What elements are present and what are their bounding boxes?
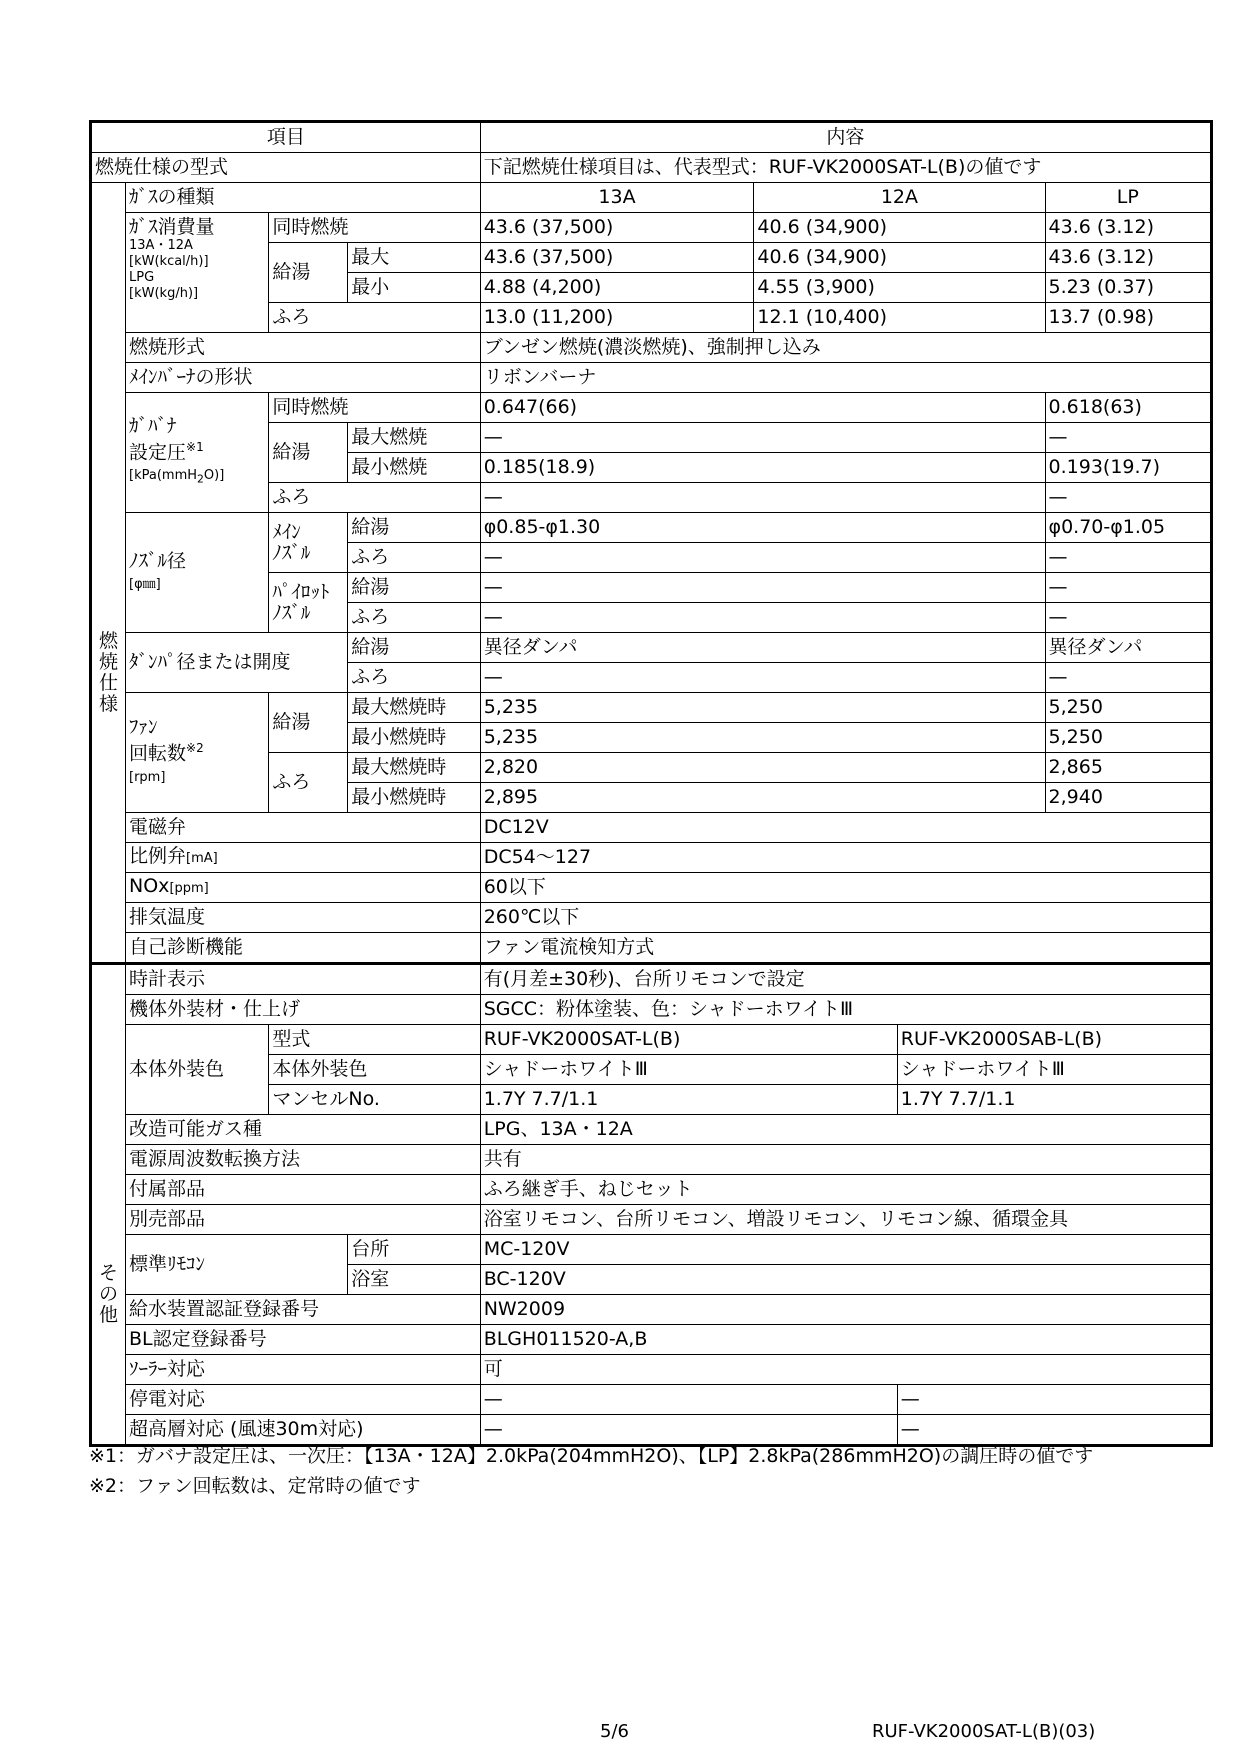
sub-label: 給湯 (348, 513, 480, 543)
row-label: 給水装置認証登録番号 (126, 1295, 481, 1325)
value-lp: 2,865 (1045, 753, 1211, 783)
proportional-row (91, 843, 1212, 873)
label-part: ﾊﾟｲﾛｯﾄ (272, 580, 330, 603)
sub-label: 同時燃焼 (269, 393, 480, 423)
pilot-nozzle-label (269, 573, 348, 633)
label-main: 設定圧 (129, 440, 187, 463)
value-13a: 43.6 (37,500) (480, 213, 754, 243)
value-lp: 異径ダンパ (1045, 633, 1211, 663)
value-lp: — (1045, 663, 1211, 693)
col-lp: LP (1045, 183, 1211, 213)
label-sub: LPG (129, 270, 155, 285)
fan-label (126, 693, 269, 813)
sub-label: ふろ (269, 303, 480, 333)
value-lp: — (1045, 423, 1211, 453)
sub-label: ふろ (269, 483, 480, 513)
row-value: 有(月差±30秒)、台所リモコンで設定 (480, 964, 1211, 995)
row-value: DC12V (480, 813, 1211, 843)
value-sab: — (897, 1415, 1211, 1446)
value-lp: 43.6 (3.12) (1045, 213, 1211, 243)
group-combustion (91, 183, 126, 964)
material-row (91, 995, 1212, 1025)
label-main: ｶﾞﾊﾞﾅ (129, 414, 177, 437)
group-char: の (99, 1283, 119, 1305)
value-12a: 40.6 (34,900) (754, 213, 1045, 243)
convert-gas-row (91, 1115, 1212, 1145)
solar-row (91, 1355, 1212, 1385)
value-lp: 2,940 (1045, 783, 1211, 813)
label-part: ﾉｽﾞﾙ (272, 601, 311, 624)
value-sab: RUF-VK2000SAB-L(B) (897, 1025, 1211, 1055)
row-value: BC-120V (480, 1265, 1211, 1295)
unit-label: [ppm] (169, 881, 209, 896)
row-label: 自己診断機能 (126, 933, 481, 964)
label-part: ﾉｽﾞﾙ (272, 541, 311, 564)
row-label: 燃焼形式 (126, 333, 481, 363)
value-lp: 0.618(63) (1045, 393, 1211, 423)
row-label: 別売部品 (126, 1205, 481, 1235)
sub-label: 本体外装色 (269, 1055, 480, 1085)
sub-label: 台所 (348, 1235, 480, 1265)
selfdiag-row (91, 933, 1212, 964)
sub-label: 最大 (348, 243, 480, 273)
group-char: 焼 (99, 650, 119, 673)
footer-model: RUF-VK2000SAT-L(B)(03) (872, 1721, 1096, 1742)
value-city: — (480, 573, 1045, 603)
row-label: 本体外装色 (126, 1025, 269, 1115)
consumption-row (91, 213, 1212, 243)
value-city: 異径ダンパ (480, 633, 1045, 663)
row-label: 電磁弁 (126, 813, 481, 843)
value-lp: φ0.70-φ1.05 (1045, 513, 1211, 543)
row-value: ブンゼン燃焼(濃淡燃焼)、強制押し込み (480, 333, 1211, 363)
sub-label: 給湯 (348, 573, 480, 603)
sub-label: ふろ (348, 603, 480, 633)
unit-part: 2 (197, 472, 204, 486)
value-lp: — (1045, 603, 1211, 633)
spec-table (89, 120, 1213, 1447)
row-label (126, 873, 481, 903)
sub-label: 給湯 (269, 243, 348, 303)
sub-label: 最大燃焼時 (348, 753, 480, 783)
value-lp: 5,250 (1045, 723, 1211, 753)
footnote-1: ※1：ガバナ設定圧は、一次圧：【13A・12A】2.0kPa(204mmH2O)、【LP】2.8kPa(286mmH2O)の調圧時の値です (89, 1445, 1094, 1467)
label-main: NOx (129, 875, 170, 897)
value-lp: 0.193(19.7) (1045, 453, 1211, 483)
value-city: 2,895 (480, 783, 1045, 813)
burner-row (91, 363, 1212, 393)
row-label (126, 843, 481, 873)
sub-label: 同時燃焼 (269, 213, 480, 243)
value-lp: 5,250 (1045, 693, 1211, 723)
unit-label: [φ㎜] (129, 576, 161, 592)
gas-type-row (91, 183, 1212, 213)
group-char: 仕 (99, 671, 119, 694)
value-sat: シャドーホワイトⅢ (480, 1055, 897, 1085)
value-city: — (480, 543, 1045, 573)
header-content: 内容 (480, 122, 1211, 153)
clock-row (91, 964, 1212, 995)
unit-part: [kPa(mmH (129, 467, 198, 483)
row-value: SGCC：粉体塗装、色：シャドーホワイトⅢ (480, 995, 1211, 1025)
row-value: リボンバーナ (480, 363, 1211, 393)
governor-row (91, 393, 1212, 423)
label-main: ﾌｧﾝ (129, 716, 158, 739)
label-main: ｶﾞｽ消費量 (129, 216, 215, 238)
value-13a: 13.0 (11,200) (480, 303, 754, 333)
accessory-row (91, 1175, 1212, 1205)
group-char: 様 (99, 692, 119, 715)
group-other (91, 964, 126, 1446)
sub-label: ふろ (348, 663, 480, 693)
row-label: ﾒｲﾝﾊﾞｰﾅの形状 (126, 363, 481, 393)
value-13a: 4.88 (4,200) (480, 273, 754, 303)
label-sub: [kW(kg/h)] (129, 286, 199, 301)
row-value: 260℃以下 (480, 903, 1211, 933)
value-city: — (480, 663, 1045, 693)
sub-label: 最大燃焼 (348, 423, 480, 453)
value-city: 5,235 (480, 723, 1045, 753)
sub-label: 最大燃焼時 (348, 693, 480, 723)
label-sub: [kW(kcal/h)] (129, 254, 209, 269)
label-part: ﾒｲﾝ (272, 520, 301, 543)
value-sat: 1.7Y 7.7/1.1 (480, 1085, 897, 1115)
group-char: 燃 (99, 629, 119, 652)
row-value: DC54～127 (480, 843, 1211, 873)
sub-label: ふろ (348, 543, 480, 573)
nozzle-row (91, 513, 1212, 543)
value-city: 5,235 (480, 693, 1045, 723)
value-city: — (480, 423, 1045, 453)
sub-label: ふろ (269, 753, 348, 813)
value-sat: — (480, 1385, 897, 1415)
row-label: 付属部品 (126, 1175, 481, 1205)
sub-label: 給湯 (269, 693, 348, 753)
value-lp: 5.23 (0.37) (1045, 273, 1211, 303)
footnote-2: ※2：ファン回転数は、定常時の値です (89, 1475, 421, 1497)
nox-row (91, 873, 1212, 903)
sub-label: マンセルNo. (269, 1085, 480, 1115)
row-value: ふろ継ぎ手、ねじセット (480, 1175, 1211, 1205)
value-city: 0.185(18.9) (480, 453, 1045, 483)
unit-label: [rpm] (129, 769, 166, 785)
value-sab: シャドーホワイトⅢ (897, 1055, 1211, 1085)
label-main: 比例弁 (129, 845, 187, 867)
sub-label: 最小 (348, 273, 480, 303)
group-char: そ (99, 1262, 119, 1284)
sub-label: 浴室 (348, 1265, 480, 1295)
label-main: 回転数 (129, 742, 187, 765)
value-lp: 43.6 (3.12) (1045, 243, 1211, 273)
value-city: φ0.85-φ1.30 (480, 513, 1045, 543)
value-sat: RUF-VK2000SAT-L(B) (480, 1025, 897, 1055)
col-13a: 13A (480, 183, 754, 213)
footnotes (89, 1441, 1093, 1501)
value-sat: — (480, 1415, 897, 1446)
sub-label: 最小燃焼時 (348, 723, 480, 753)
row-label: ｿｰﾗｰ対応 (126, 1355, 481, 1385)
damper-row (91, 633, 1212, 663)
value-sab: 1.7Y 7.7/1.1 (897, 1085, 1211, 1115)
sub-label: 最小燃焼時 (348, 783, 480, 813)
row-label: 電源周波数転換方法 (126, 1145, 481, 1175)
row-value: 下記燃焼仕様項目は、代表型式：RUF-VK2000SAT-L(B)の値です (480, 153, 1211, 183)
value-lp: — (1045, 573, 1211, 603)
row-value: 60以下 (480, 873, 1211, 903)
main-nozzle-label (269, 513, 348, 573)
sub-label: 給湯 (348, 633, 480, 663)
value-city: — (480, 483, 1045, 513)
row-value: 浴室リモコン、台所リモコン、増設リモコン、リモコン線、循環金具 (480, 1205, 1211, 1235)
row-value: 可 (480, 1355, 1211, 1385)
row-value: LPG、13A・12A (480, 1115, 1211, 1145)
optional-row (91, 1205, 1212, 1235)
value-lp: 13.7 (0.98) (1045, 303, 1211, 333)
value-12a: 40.6 (34,900) (754, 243, 1045, 273)
row-label: 排気温度 (126, 903, 481, 933)
row-label: 超高層対応 (風速30m対応) (126, 1415, 481, 1446)
note-mark: ※1 (186, 439, 204, 454)
row-label: ｶﾞｽの種類 (126, 183, 481, 213)
nozzle-label (126, 513, 269, 633)
consumption-label (126, 213, 269, 333)
header-item: 項目 (91, 122, 481, 153)
value-city: 0.647(66) (480, 393, 1045, 423)
row-value: NW2009 (480, 1295, 1211, 1325)
note-mark: ※2 (186, 741, 204, 756)
sub-label: 型式 (269, 1025, 480, 1055)
unit-label (129, 467, 225, 486)
row-value: BLGH011520-A,B (480, 1325, 1211, 1355)
bl-cert-row (91, 1325, 1212, 1355)
exhaust-row (91, 903, 1212, 933)
row-label: 標準ﾘﾓｺﾝ (126, 1235, 348, 1295)
governor-label (126, 393, 269, 513)
header-row (91, 122, 1212, 153)
label-sub: 13A・12A (129, 238, 193, 253)
combustion-type-row (91, 333, 1212, 363)
row-value: 共有 (480, 1145, 1211, 1175)
page-number: 5/6 (600, 1721, 629, 1742)
value-lp: — (1045, 543, 1211, 573)
model-row (91, 153, 1212, 183)
outage-row (91, 1385, 1212, 1415)
row-label: 燃焼仕様の型式 (91, 153, 481, 183)
unit-label: [mA] (186, 851, 218, 866)
remote-row (91, 1235, 1212, 1265)
row-label: 機体外装材・仕上げ (126, 995, 481, 1025)
row-label: BL認定登録番号 (126, 1325, 481, 1355)
value-12a: 4.55 (3,900) (754, 273, 1045, 303)
row-value: MC-120V (480, 1235, 1211, 1265)
water-cert-row (91, 1295, 1212, 1325)
row-label: ﾀﾞﾝﾊﾟ径または開度 (126, 633, 348, 693)
value-12a: 12.1 (10,400) (754, 303, 1045, 333)
sub-label: 最小燃焼 (348, 453, 480, 483)
freq-row (91, 1145, 1212, 1175)
value-sab: — (897, 1385, 1211, 1415)
color-row (91, 1025, 1212, 1055)
row-label: 停電対応 (126, 1385, 481, 1415)
label-main: ﾉｽﾞﾙ径 (129, 549, 187, 572)
row-value: ファン電流検知方式 (480, 933, 1211, 964)
sub-label: 給湯 (269, 423, 348, 483)
unit-part: O)] (203, 467, 225, 483)
solenoid-row (91, 813, 1212, 843)
group-char: 他 (99, 1304, 119, 1326)
value-lp: — (1045, 483, 1211, 513)
row-label: 改造可能ガス種 (126, 1115, 481, 1145)
value-city: — (480, 603, 1045, 633)
fan-row (91, 693, 1212, 723)
value-13a: 43.6 (37,500) (480, 243, 754, 273)
row-label: 時計表示 (126, 964, 481, 995)
col-12a: 12A (754, 183, 1045, 213)
value-city: 2,820 (480, 753, 1045, 783)
